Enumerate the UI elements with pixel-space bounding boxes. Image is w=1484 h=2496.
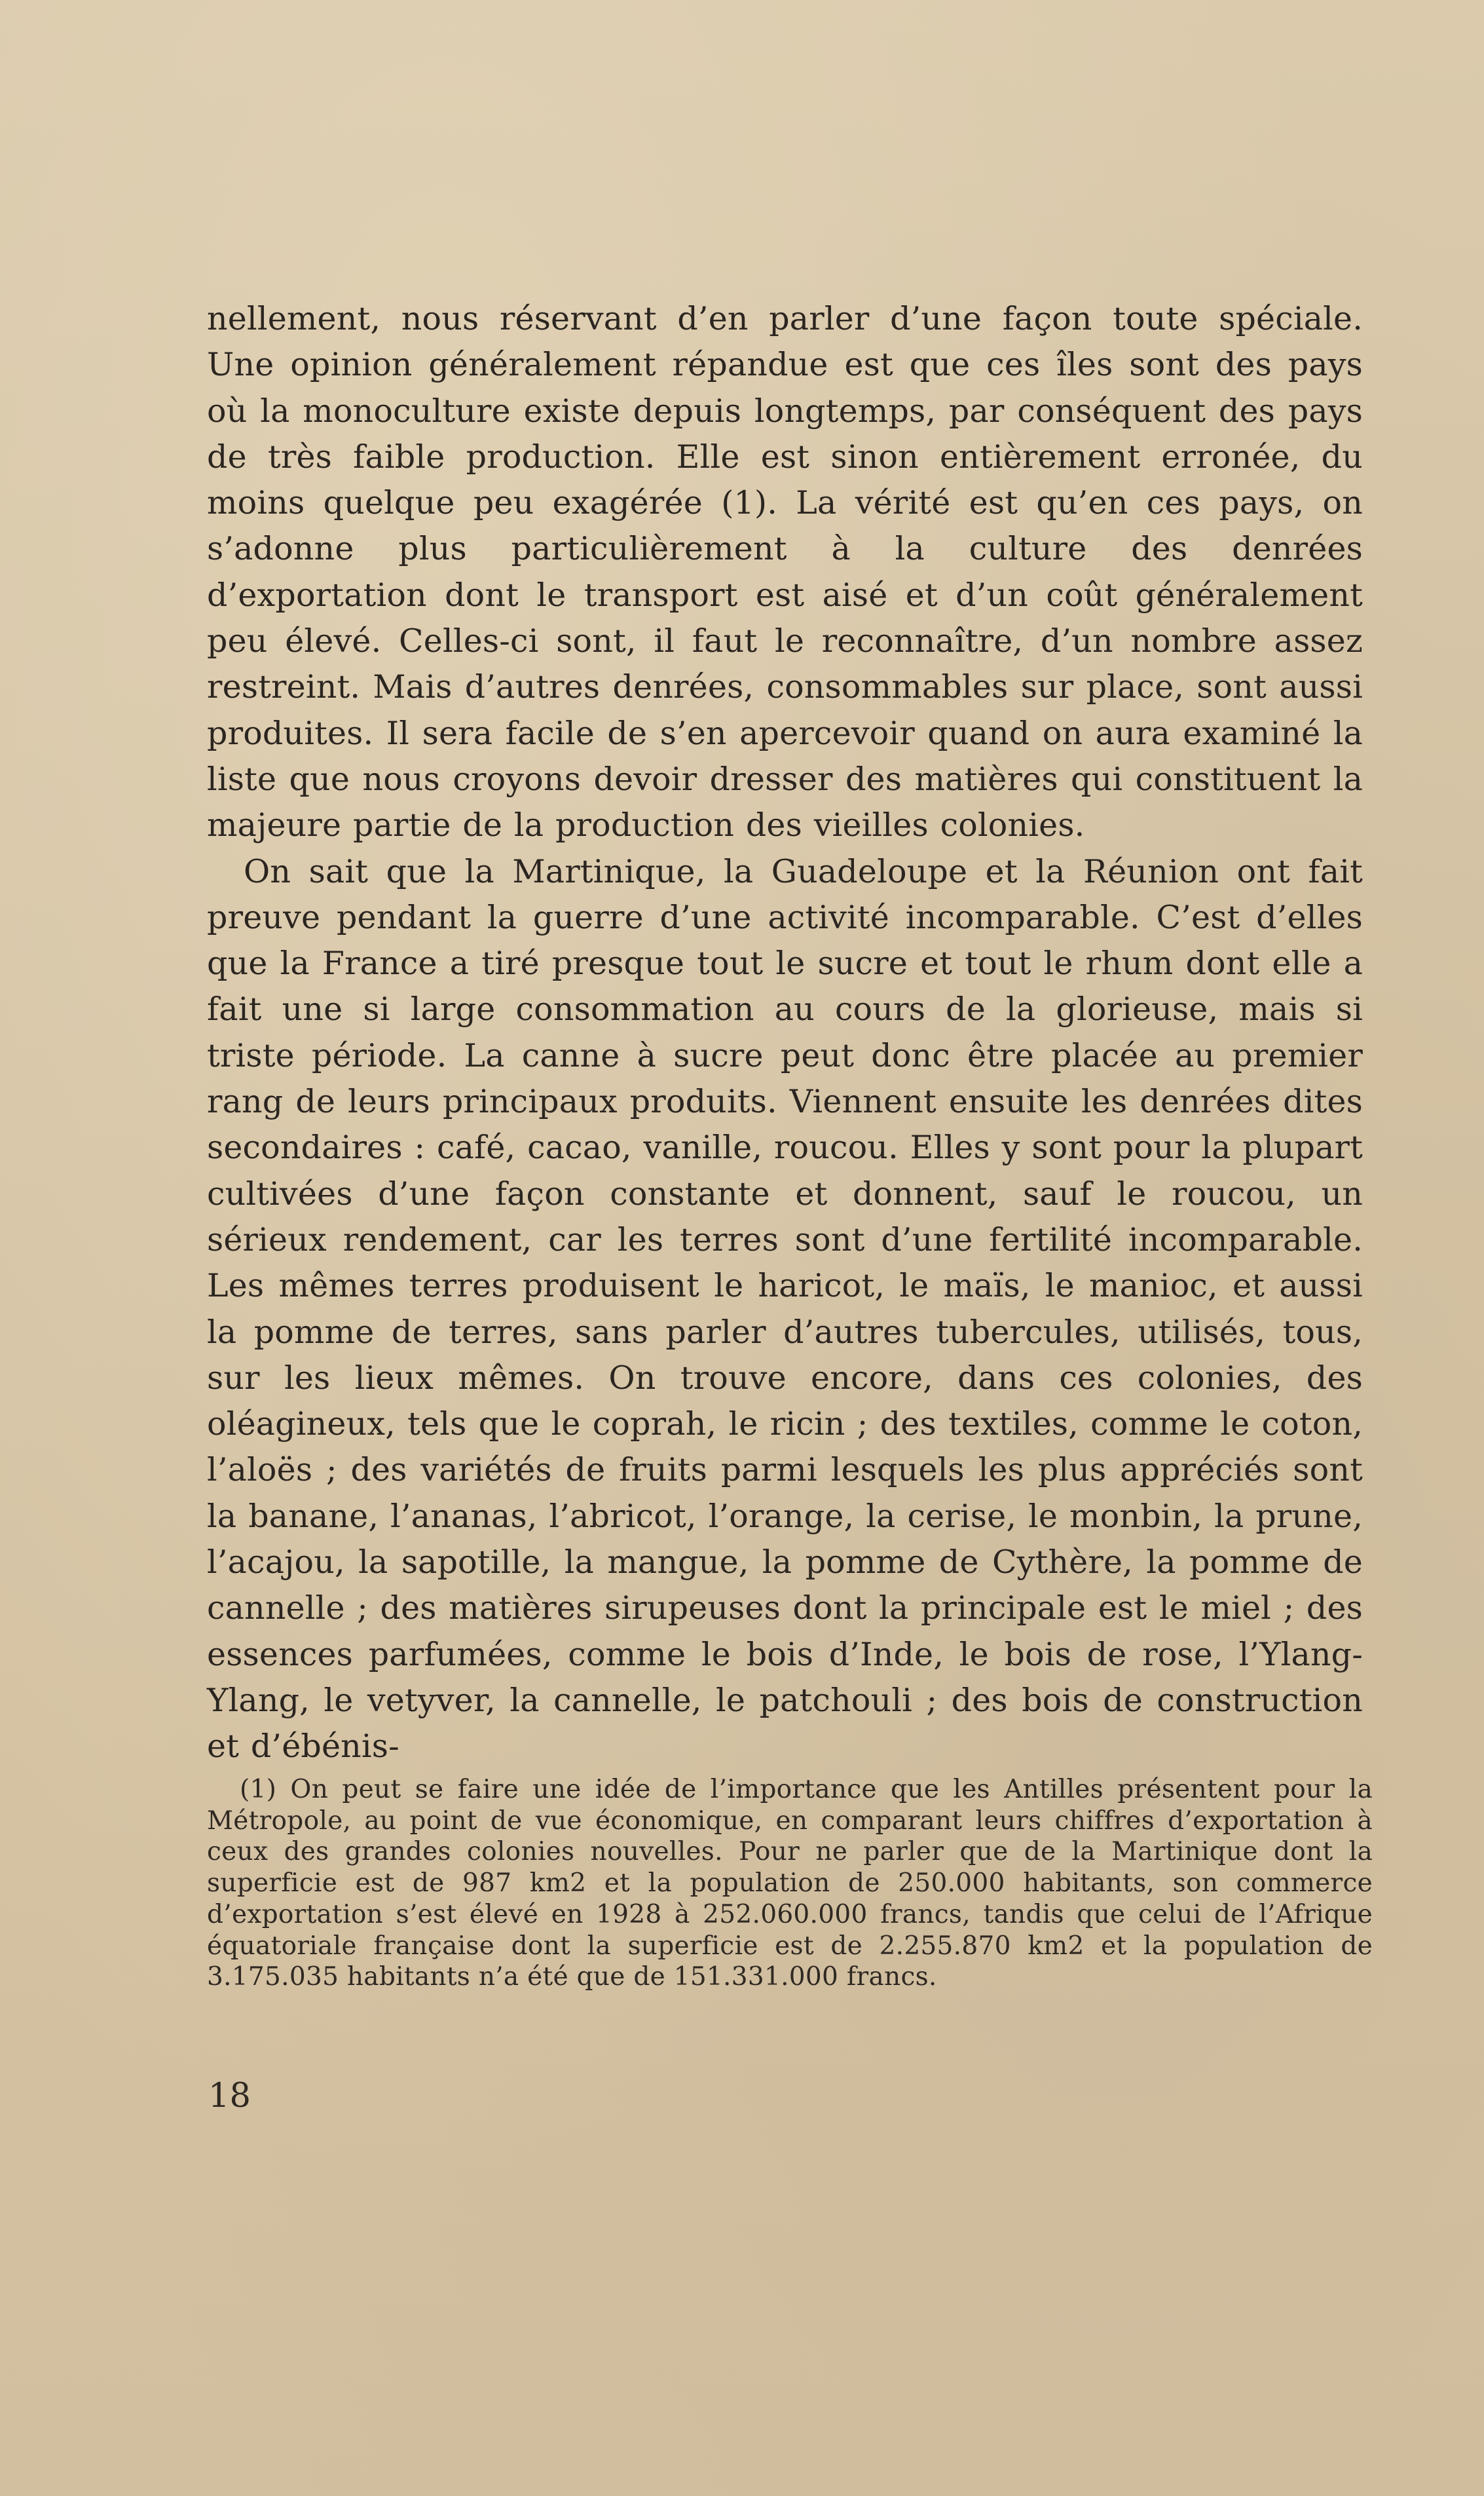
paragraph-2: On sait que la Martinique, la Guadeloupe et la Réunion ont fait preuve pendant la guerre d’une activité incomparable. C’est d’elles que la France a tiré presque tout le sucre et tout le rhum dont elle a fait une si large consommation au cours de la glorieuse, mais si triste période. La canne à sucre peut donc être placée au premier rang de leurs principaux produits. Viennent ensuite les denrées dites secondaires : café, cacao, vanille, roucou. Elles y sont pour la plupart cultivées d’une façon constante et donnent, sauf le roucou, un sérieux rendement, car les terres sont d’une fertilité incomparable. Les mêmes terres produisent le haricot, le maïs, le manioc, et aussi la pomme de terres, sans parler d’autres tubercules, utilisés, tous, sur les lieux mêmes. On trouve encore, dans ces colonies, des oléagineux, tels que le coprah, le ricin ; des textiles, comme le coton, l’aloës ; des variétés de fruits parmi lesquels les plus appréciés sont la banane, l’ananas, l’abricot, l’orange, la cerise, le monbin, la prune, l’acajou, la sapotille, la mangue, la pomme de Cythère, la pomme de cannelle ; des matières sirupeuses dont la principale est le miel ; des essences parfumées, comme le bois d’Inde, le bois de rose, l’Ylang-Ylang, le vetyver, la cannelle, le patchouli ; des bois de construction et d’ébénis- — [207, 852, 1363, 1766]
page-number: 18 — [208, 2077, 251, 2115]
main-text — [207, 296, 1363, 1770]
footnote: (1) On peut se faire une idée de l’importance que les Antilles présentent pour la Métropole, au point de vue économique, en comparant leurs chiffres d’exportation à ceux des grandes colonies nouvelles. Pour ne parler que de la Martinique dont la superficie est de 987 km2 et la population de 250.000 habitants, son commerce d’exportation s’est élevé en 1928 à 252.060.000 francs, tandis que celui de l’Afrique équatoriale française dont la superficie est de 2.255.870 km2 et la population de 3.175.035 habitants n’a été que de 151.331.000 francs. — [207, 1775, 1373, 1992]
paragraph-1: nellement, nous réservant d’en parler d’une façon toute spéciale. Une opinion généralement répandue est que ces îles sont des pays où la monoculture existe depuis longtemps, par conséquent des pays de très faible production. Elle est sinon entièrement erronée, du moins quelque peu exagérée (1). La vérité est qu’en ces pays, on s’adonne plus particulièrement à la culture des denrées d’exportation dont le transport est aisé et d’un coût généralement peu élevé. Celles-ci sont, il faut le reconnaître, d’un nombre assez restreint. Mais d’autres denrées, consommables sur place, sont aussi produites. Il sera facile de s’en apercevoir quand on aura examiné la liste que nous croyons devoir dresser des matières qui constituent la majeure partie de la production des vieilles colonies. — [207, 300, 1363, 844]
